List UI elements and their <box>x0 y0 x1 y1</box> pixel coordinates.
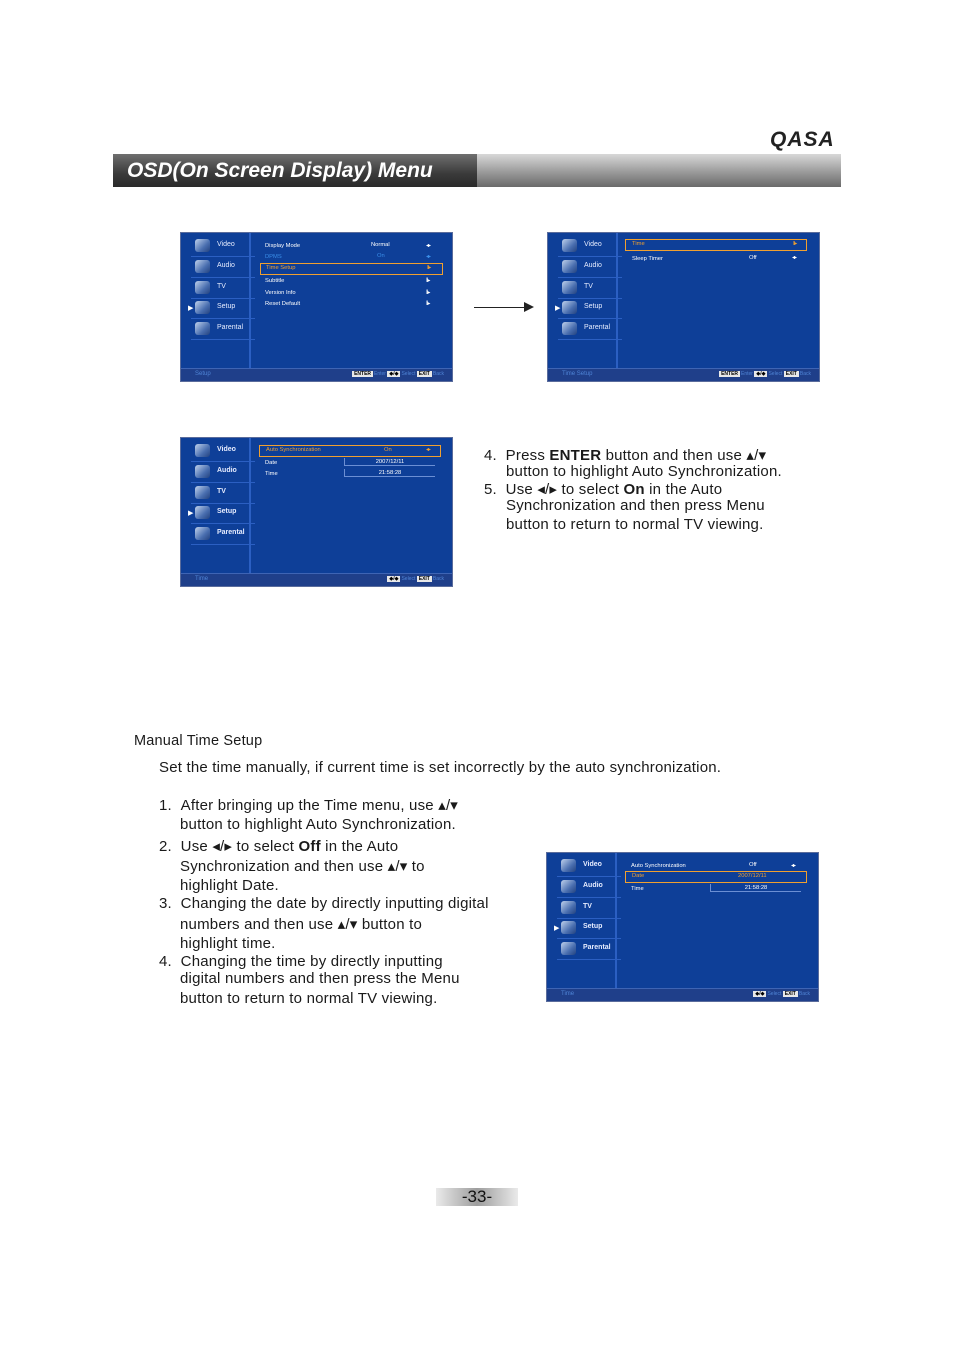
menu-item-video: Video <box>191 237 247 257</box>
value-display-mode: Normal <box>371 242 390 248</box>
menu-item-audio: Audio <box>191 463 247 483</box>
menu-item-setup: Setup <box>557 919 613 939</box>
date-field: 2007/12/11 <box>344 458 435 466</box>
enter-icon: II▸ <box>426 301 430 307</box>
manual-step-3-line-3: highlight time. <box>180 935 276 952</box>
video-icon <box>561 859 576 872</box>
menu-item-tv: TV <box>557 899 613 919</box>
menu-item-video: Video <box>558 237 614 257</box>
menu-item-setup: Setup <box>558 299 614 319</box>
selected-arrow-icon: ▶ <box>554 925 560 932</box>
manual-step-3-line-1: 3. Changing the date by directly inputting digital <box>159 895 489 912</box>
manual-step-4-line-3: button to return to normal TV viewing. <box>180 990 438 1007</box>
left-right-icon: ◂▸ <box>426 243 431 249</box>
osd-sidebar <box>547 853 617 990</box>
tv-icon <box>562 281 577 294</box>
left-right-icon: ◂▸ <box>792 255 797 261</box>
osd-footer: Time ◆/◆ Select EXIT Back <box>181 573 452 586</box>
menu-item-parental: Parental <box>191 320 247 340</box>
setup-icon <box>195 301 210 314</box>
parental-icon <box>195 527 210 540</box>
manual-intro: Set the time manually, if current time is set incorrectly by the auto synchronization. <box>159 759 722 776</box>
page-number: -33- <box>436 1188 518 1206</box>
menu-item-video: Video <box>557 857 613 877</box>
left-right-icon: ◂▸ <box>426 254 431 260</box>
row-dpms: DPMS <box>265 254 282 260</box>
highlight-date: Date 2007/12/11 <box>625 871 807 883</box>
manual-step-2-line-3: highlight Date. <box>180 877 279 894</box>
enter-icon: II▸ <box>793 241 797 247</box>
row-subtitle: Subtitle <box>265 278 285 284</box>
highlight-auto-sync: Auto Synchronization On ◂▸ <box>259 445 441 457</box>
menu-item-parental: Parental <box>191 525 247 545</box>
osd-sidebar <box>548 233 618 370</box>
audio-icon <box>561 880 576 893</box>
menu-item-audio: Audio <box>191 258 247 278</box>
step-5-line-1: 5. Use ◂/▸ to select On in the Auto <box>484 481 723 498</box>
tv-icon <box>561 901 576 914</box>
video-icon <box>562 239 577 252</box>
selected-arrow-icon: ▶ <box>188 510 194 517</box>
manual-step-2-line-1: 2. Use ◂/▸ to select Off in the Auto <box>159 838 399 855</box>
setup-icon <box>561 921 576 934</box>
menu-item-tv: TV <box>191 484 247 504</box>
menu-item-tv: TV <box>558 279 614 299</box>
manual-step-1-line-2: button to highlight Auto Synchronization. <box>180 816 456 833</box>
value-auto-sync: Off <box>749 862 757 868</box>
osd-sidebar <box>181 233 251 370</box>
arrow-line <box>474 307 526 308</box>
parental-icon <box>561 942 576 955</box>
osd-sidebar <box>181 438 251 575</box>
time-field: 21:58:28 <box>344 469 435 477</box>
osd-screen-time-setup <box>547 232 820 382</box>
audio-icon <box>195 465 210 478</box>
osd-screen-time-auto-on <box>180 437 453 587</box>
section-title-manual-time-setup: Manual Time Setup <box>134 733 263 749</box>
row-date: Date <box>265 460 278 466</box>
manual-step-4-line-2: digital numbers and then press the Menu <box>180 970 460 987</box>
highlight-time: Time II▸ <box>625 239 807 251</box>
manual-step-3-line-2: numbers and then use ▴/▾ button to <box>180 916 423 933</box>
parental-icon <box>562 322 577 335</box>
menu-item-setup: Setup <box>191 299 247 319</box>
left-right-icon: ◂▸ <box>791 863 796 869</box>
video-icon <box>195 239 210 252</box>
osd-footer: Time Setup ENTER Enter ◆/◆ Select EXIT Back <box>548 368 819 381</box>
enter-icon: II▸ <box>427 265 431 271</box>
step-5-line-3: button to return to normal TV viewing. <box>506 516 764 533</box>
menu-item-parental: Parental <box>557 940 613 960</box>
page-title: OSD(On Screen Display) Menu <box>113 154 477 187</box>
menu-item-video: Video <box>191 442 247 462</box>
enter-icon: II▸ <box>426 290 430 296</box>
tv-icon <box>195 281 210 294</box>
osd-screen-time-auto-off <box>546 852 819 1002</box>
selected-arrow-icon: ▶ <box>188 305 194 312</box>
video-icon <box>195 444 210 457</box>
setup-icon <box>195 506 210 519</box>
row-time: Time <box>631 886 644 892</box>
row-time: Time <box>265 471 278 477</box>
value-sleep-timer: Off <box>749 255 757 261</box>
brand-logo: QASA <box>770 128 835 151</box>
menu-item-setup: Setup <box>191 504 247 524</box>
manual-step-2-line-2: Synchronization and then use ▴/▾ to <box>180 858 425 875</box>
value-dpms: On <box>377 253 385 259</box>
row-display-mode: Display Mode <box>265 243 301 249</box>
osd-footer: Setup ENTER Enter ◆/◆ Select EXIT Back <box>181 368 452 381</box>
osd-footer: Time ◆/◆ Select EXIT Back <box>547 988 818 1001</box>
selected-arrow-icon: ▶ <box>555 305 561 312</box>
highlight-time-setup: Time Setup II▸ <box>260 263 443 275</box>
menu-item-audio: Audio <box>557 878 613 898</box>
arrow-right-icon <box>524 302 534 312</box>
row-auto-sync: Auto Synchronization <box>631 863 686 869</box>
manual-step-4-line-1: 4. Changing the time by directly inputting <box>159 953 443 970</box>
left-right-icon: ◂▸ <box>426 447 430 453</box>
tv-icon <box>195 486 210 499</box>
step-4-line-2: button to highlight Auto Synchronization. <box>506 463 782 480</box>
enter-icon: II▸ <box>426 278 430 284</box>
setup-icon <box>562 301 577 314</box>
step-4-line-1: 4. Press ENTER button and then use ▴/▾ <box>484 447 767 464</box>
row-sleep-timer: Sleep Timer <box>632 256 663 262</box>
row-version-info: Version Info <box>265 290 296 296</box>
audio-icon <box>562 260 577 273</box>
menu-item-tv: TV <box>191 279 247 299</box>
menu-item-parental: Parental <box>558 320 614 340</box>
audio-icon <box>195 260 210 273</box>
manual-step-1-line-1: 1. After bringing up the Time menu, use ▴/▾ <box>159 797 459 814</box>
menu-item-audio: Audio <box>558 258 614 278</box>
time-field: 21:58:28 <box>710 884 801 892</box>
osd-screen-setup <box>180 232 453 382</box>
parental-icon <box>195 322 210 335</box>
step-5-line-2: Synchronization and then press Menu <box>506 497 765 514</box>
row-reset-default: Reset Default <box>265 301 301 307</box>
